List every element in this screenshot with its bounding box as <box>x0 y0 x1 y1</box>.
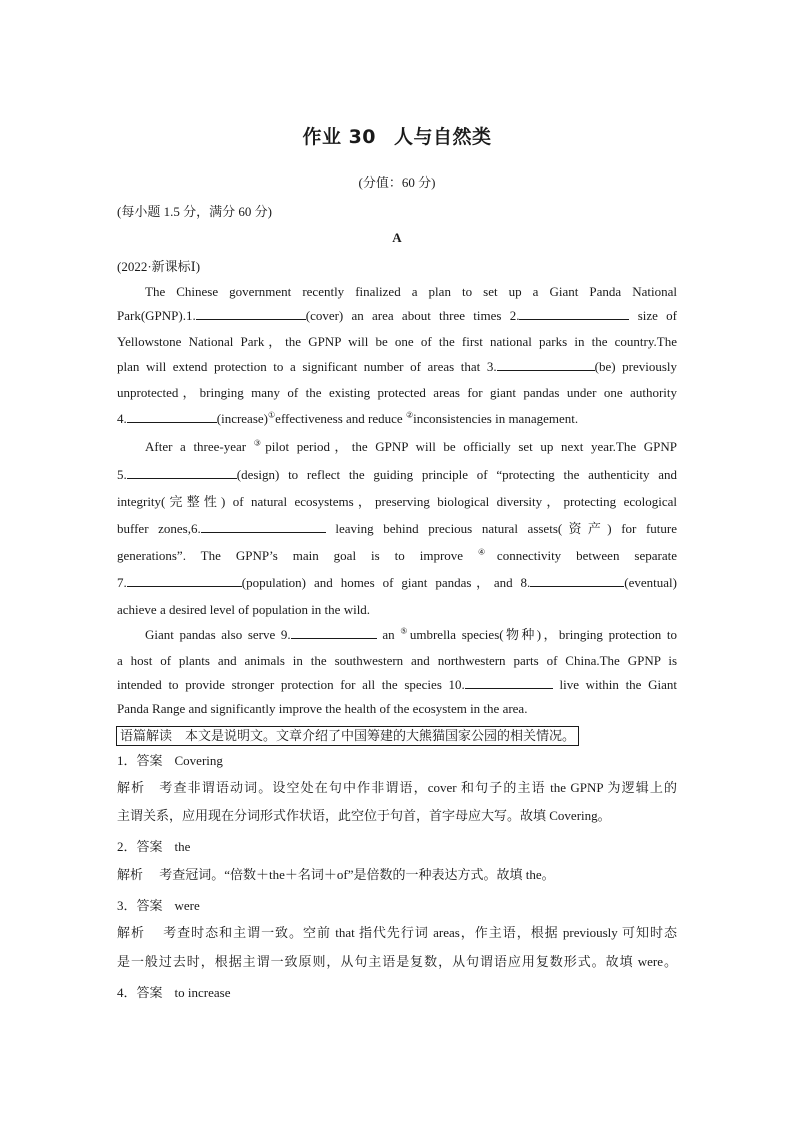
marker-1: ① <box>268 410 276 420</box>
explanation-1-line: 主谓关系，应用现在分词形式作状语，此空位于句首，首字母应大写。故填 Covering。 <box>117 808 611 823</box>
explanation-2-line: 解析 考查冠词。“倍数＋the＋名词＋of”是倍数的一种表达方式。故填 the。 <box>117 867 555 882</box>
passage-line: achieve a desired level of population in the wild. <box>117 602 371 617</box>
passage-line: Giant pandas also serve 9. an ⑤umbrella species(物种)，bringing protection to <box>145 626 678 642</box>
blank-1[interactable] <box>196 306 306 320</box>
passage-line: intended to provide stronger protection for all the species 10. live within the Giant <box>117 677 678 692</box>
title-topic: 人与自然类 <box>394 126 492 148</box>
marker-5: ⑤ <box>400 626 410 636</box>
passage-line: buffer zones,6. leaving behind precious natural assets(资产) for future <box>117 521 678 536</box>
blank-10[interactable] <box>465 675 553 689</box>
passage-line: a host of plants and animals in the southwestern and northwestern parts of China.The GPNP is <box>117 653 677 668</box>
blank-6[interactable] <box>201 519 326 533</box>
passage-line: The Chinese government recently finalized a plan to set up a Giant Panda National <box>145 284 677 299</box>
page-title <box>0 122 794 149</box>
passage-line: generations”. The GPNP’s main goal is to improve ④connectivity between separate <box>117 547 677 563</box>
blank-7[interactable] <box>127 573 242 587</box>
answer-1: 1．答案 Covering <box>117 753 223 768</box>
title-number: 作业 30 <box>302 126 377 148</box>
passage-line: 4. (increase)①effectiveness and reduce ②inconsistencies in management. <box>117 410 579 426</box>
marker-4: ④ <box>478 547 497 557</box>
blank-8[interactable] <box>530 573 624 587</box>
passage-line: After a three-year ③pilot period，the GPNP will be officially set up next year.The GPNP <box>145 438 677 454</box>
passage-line: integrity(完整性) of natural ecosystems，preserving biological diversity，protecting ecological <box>117 494 677 509</box>
source-note: (2022·新课标Ⅰ) <box>117 259 201 274</box>
blank-3[interactable] <box>497 357 595 371</box>
blank-4[interactable] <box>127 409 217 423</box>
explanation-3-line: 是一般过去时，根据主谓一致原则，从句主语是复数，从句谓语应用复数形式。故填 were。 <box>117 954 677 969</box>
passage-line: Park(GPNP).1. (cover) an area about three times 2. size of <box>117 308 677 323</box>
marker-3: ③ <box>253 438 266 448</box>
passage-line: Panda Range and significantly improve the health of the ecosystem in the area. <box>117 701 528 716</box>
passage-line: plan will extend protection to a significant number of areas that 3. (be) previously <box>117 359 678 374</box>
blank-2[interactable] <box>519 306 629 320</box>
section-label: A <box>392 230 402 245</box>
score-note: (分值：60 分) <box>358 175 436 190</box>
passage-line: unprotected，bringing many of the existing protected areas for giant pandas under one authority <box>117 385 677 400</box>
instruction-note: (每小题 1.5 分，满分 60 分) <box>117 204 272 219</box>
answer-4: 4．答案 to increase <box>117 985 231 1000</box>
passage-line: 7. (population) and homes of giant pandas，and 8. (eventual) <box>117 575 677 590</box>
summary-box: 语篇解读 本文是说明文。文章介绍了中国筹建的大熊猫国家公园的相关情况。 <box>116 726 579 746</box>
marker-2: ② <box>405 410 414 420</box>
answer-3: 3．答案 were <box>117 898 200 913</box>
explanation-3-line: 解析 考查时态和主谓一致。空前 that 指代先行词 areas，作主语，根据 previously 可知时态 <box>117 925 677 940</box>
answer-2: 2．答案 the <box>117 839 191 854</box>
blank-9[interactable] <box>291 625 377 639</box>
passage-line: Yellowstone National Park，the GPNP will be one of the first national parks in the country.The <box>117 334 677 349</box>
blank-5[interactable] <box>127 465 237 479</box>
explanation-1-line: 解析 考查非谓语动词。设空处在句中作非谓语，cover 和句子的主语 the GPNP 为逻辑上的 <box>117 780 677 795</box>
passage-line: 5. (design) to reflect the guiding principle of “protecting the authenticity and <box>117 467 677 482</box>
